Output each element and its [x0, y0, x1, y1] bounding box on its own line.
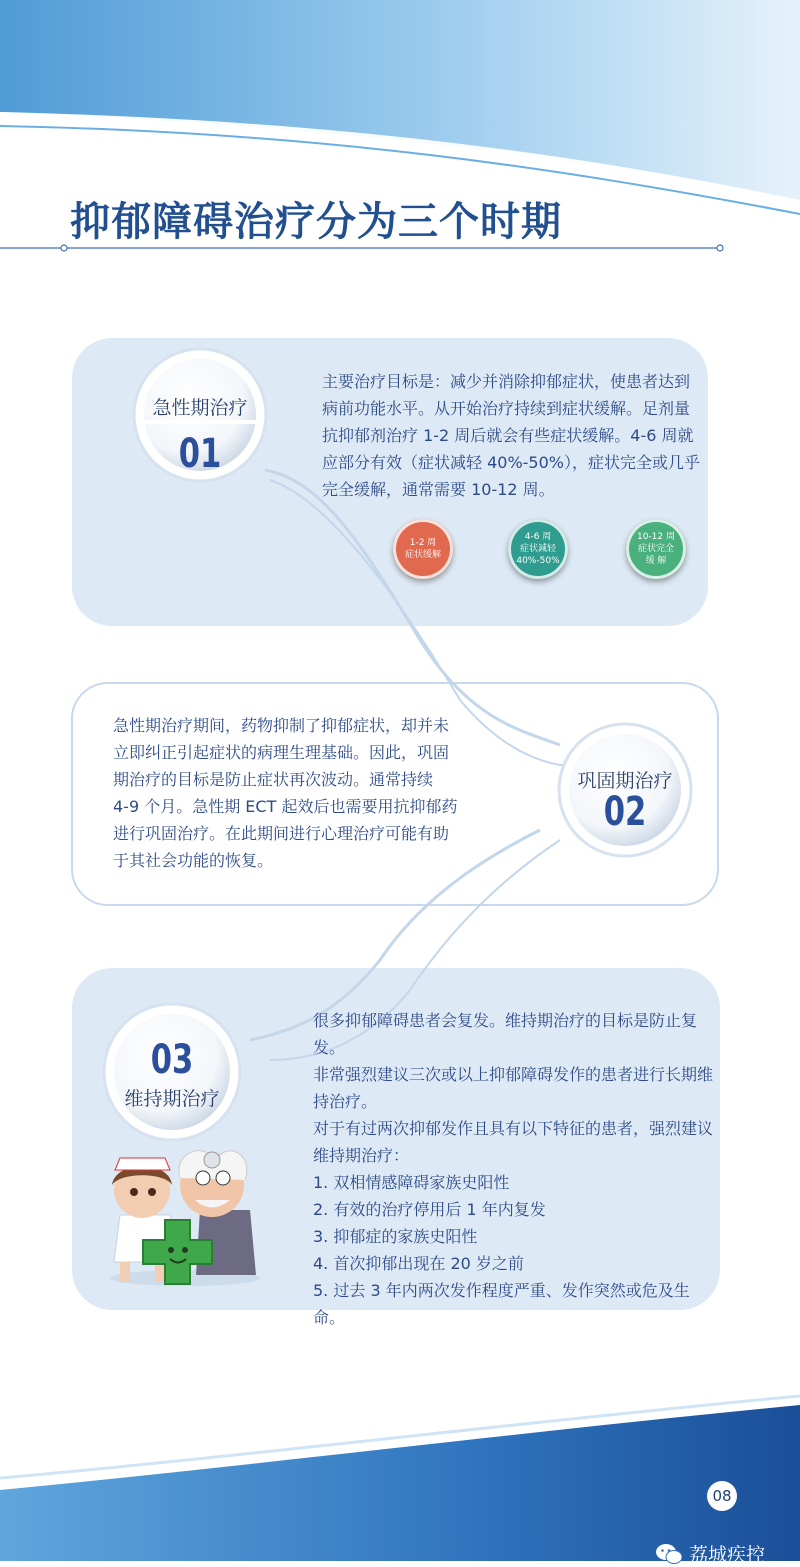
text-line: 对于有过两次抑郁发作且具有以下特征的患者，强烈建议: [313, 1119, 714, 1138]
phase3-number: 03: [150, 1037, 194, 1083]
text-line: 应部分有效（症状减轻 40%-50%），症状完全或几乎: [322, 453, 700, 472]
list-item: 4. 首次抑郁出现在 20 岁之前: [313, 1254, 524, 1273]
text-line: 于其社会功能的恢复。: [113, 851, 274, 870]
criteria-list: [313, 1169, 715, 1331]
text-line: 急性期治疗期间，药物抑制了抑郁症状，却并未: [113, 716, 450, 735]
text-line: 很多抑郁障碍患者会复发。维持期治疗的目标是防止复发。: [313, 1011, 698, 1057]
phase3-description: [313, 1007, 715, 1331]
text-line: 主要治疗目标是：减少并消除抑郁症状，使患者达到: [322, 372, 691, 391]
text-line: 非常强烈建议三次或以上抑郁障碍发作的患者进行长期维: [313, 1065, 714, 1084]
text-line: 持治疗。: [313, 1092, 378, 1111]
page-number: 08: [707, 1481, 737, 1511]
text-line: 维持期治疗：: [313, 1146, 410, 1165]
wechat-icon: [655, 1543, 683, 1565]
list-item: 1. 双相情感障碍家族史阳性: [313, 1173, 510, 1192]
text-line: 期治疗的目标是防止症状再次波动。通常持续: [113, 770, 434, 789]
phase1-number: 01: [178, 431, 222, 477]
list-item: 5. 过去 3 年内两次发作程度严重、发作突然或危及生命。: [313, 1281, 690, 1327]
phase2-name: 巩固期治疗: [577, 770, 673, 792]
text-line: 抗抑郁剂治疗 1-2 周后就会有些症状缓解。4-6 周就: [322, 426, 694, 445]
list-item: 2. 有效的治疗停用后 1 年内复发: [313, 1200, 546, 1219]
text-line: 进行巩固治疗。在此期间进行心理治疗可能有助: [113, 824, 450, 843]
badge-line: 症状完全: [637, 544, 674, 554]
badge-4-6-weeks: [508, 519, 568, 579]
text-line: 病前功能水平。从开始治疗持续到症状缓解。足剂量: [322, 399, 691, 418]
badge-line: 症状缓解: [404, 550, 441, 560]
phase1-name: 急性期治疗: [152, 397, 248, 419]
phase1-description: [322, 368, 702, 503]
page-title: 抑郁障碍治疗分为三个时期: [70, 199, 562, 245]
brand-name: 荔城疾控: [689, 1544, 766, 1566]
badge-line: 缓 解: [645, 556, 667, 566]
badge-line: 1-2 周: [409, 538, 437, 548]
badge-line: 症状减轻: [519, 544, 556, 554]
phase2-description: [113, 712, 493, 874]
badge-line: 10-12 周: [636, 532, 675, 542]
list-item: 3. 抑郁症的家族史阳性: [313, 1227, 478, 1246]
phase3-name: 维持期治疗: [124, 1088, 220, 1110]
text-line: 4-9 个月。急性期 ECT 起效后也需要用抗抑郁药: [113, 797, 458, 816]
badge-line: 4-6 周: [524, 532, 552, 542]
text-line: 完全缓解，通常需要 10-12 周。: [322, 480, 555, 499]
badge-10-12-weeks: [626, 519, 686, 579]
badge-1-2-weeks: [393, 519, 453, 579]
phase2-number: 02: [603, 789, 647, 835]
text-line: 立即纠正引起症状的病理生理基础。因此，巩固: [113, 743, 450, 762]
brand-footer: [655, 1540, 765, 1567]
badge-line: 40%-50%: [516, 556, 560, 566]
